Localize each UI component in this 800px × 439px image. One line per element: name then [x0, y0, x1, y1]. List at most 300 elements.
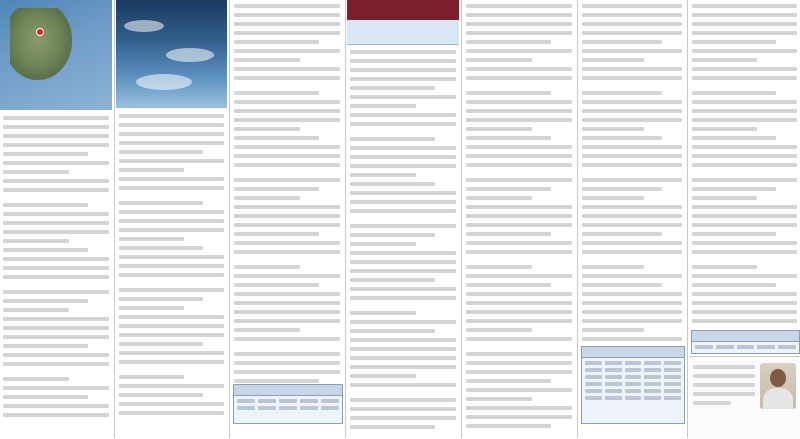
text-line-placeholder	[582, 301, 682, 305]
text-line-placeholder	[3, 344, 88, 348]
text-line-placeholder	[692, 67, 797, 71]
text-line-placeholder	[582, 145, 682, 149]
text-line-placeholder	[350, 365, 456, 369]
answer-key-cell	[625, 396, 642, 400]
text-line-placeholder	[350, 191, 456, 195]
answer-key-cell	[644, 382, 661, 386]
answer-key-cell	[585, 361, 602, 365]
column-divider	[461, 0, 462, 438]
answer-key-cell	[605, 389, 622, 393]
text-line-placeholder	[234, 379, 319, 383]
text-line-placeholder	[582, 214, 682, 218]
text-line-placeholder	[692, 145, 797, 149]
text-line-placeholder	[692, 196, 757, 200]
text-line-placeholder	[582, 265, 644, 269]
text-line-placeholder	[234, 118, 340, 122]
text-line-placeholder	[466, 67, 572, 71]
text-line-placeholder	[582, 22, 682, 26]
answer-key-cell	[664, 389, 681, 393]
text-line-placeholder	[692, 100, 797, 104]
answer-key-cell	[300, 399, 318, 403]
answer-key-cell	[605, 396, 622, 400]
answer-key-cell	[664, 375, 681, 379]
text-line-placeholder	[234, 163, 340, 167]
text-line-placeholder	[350, 347, 456, 351]
author-line-placeholder	[693, 383, 755, 387]
text-line-placeholder	[234, 223, 340, 227]
text-line-placeholder	[466, 118, 572, 122]
answer-key-cell	[625, 368, 642, 372]
text-line-placeholder	[350, 59, 456, 63]
text-column-1	[0, 0, 112, 438]
answer-key-cell	[585, 368, 602, 372]
answer-key-table-1	[233, 384, 343, 424]
text-line-placeholder	[3, 317, 109, 321]
text-line-placeholder	[350, 146, 456, 150]
text-line-placeholder	[466, 397, 532, 401]
text-line-placeholder	[350, 113, 456, 117]
text-line-placeholder	[350, 233, 435, 237]
text-line-placeholder	[234, 292, 340, 296]
text-line-placeholder	[692, 214, 797, 218]
text-line-placeholder	[692, 163, 797, 167]
text-line-placeholder	[582, 328, 644, 332]
text-line-placeholder	[119, 255, 224, 259]
text-line-placeholder	[692, 241, 797, 245]
text-line-placeholder	[692, 292, 797, 296]
text-line-placeholder	[466, 301, 572, 305]
text-line-placeholder	[350, 338, 456, 342]
text-line-placeholder	[119, 141, 224, 145]
text-line-placeholder	[350, 182, 435, 186]
text-column-3	[231, 0, 343, 438]
text-line-placeholder	[582, 310, 682, 314]
text-line-placeholder	[3, 170, 69, 174]
text-line-placeholder	[119, 150, 203, 154]
answer-key-cell	[300, 406, 318, 410]
text-line-placeholder	[350, 104, 416, 108]
answer-key-cell	[321, 399, 339, 403]
answer-key-cell	[664, 382, 681, 386]
text-line-placeholder	[119, 411, 224, 415]
text-line-placeholder	[234, 100, 340, 104]
text-line-placeholder	[350, 137, 435, 141]
text-line-placeholder	[119, 186, 224, 190]
answer-key-cell	[644, 375, 661, 379]
text-column-4	[347, 0, 459, 438]
text-line-placeholder	[3, 161, 109, 165]
text-line-placeholder	[582, 196, 644, 200]
answer-key-grid	[582, 358, 684, 403]
text-line-placeholder	[466, 361, 572, 365]
text-line-placeholder	[3, 395, 88, 399]
text-line-placeholder	[119, 219, 224, 223]
text-line-placeholder	[582, 292, 682, 296]
text-line-placeholder	[119, 333, 224, 337]
text-line-placeholder	[466, 100, 572, 104]
answer-key-cell	[625, 361, 642, 365]
text-line-placeholder	[692, 118, 797, 122]
text-line-placeholder	[234, 337, 340, 341]
text-line-placeholder	[119, 306, 184, 310]
text-line-placeholder	[466, 145, 572, 149]
text-line-placeholder	[350, 260, 456, 264]
text-line-placeholder	[582, 40, 662, 44]
text-line-placeholder	[692, 49, 797, 53]
text-line-placeholder	[3, 143, 109, 147]
answer-key-table-3	[691, 330, 800, 354]
text-line-placeholder	[350, 311, 416, 315]
answer-key-cell	[644, 368, 661, 372]
text-line-placeholder	[3, 230, 109, 234]
author-line-placeholder	[693, 401, 731, 405]
author-line-placeholder	[693, 365, 755, 369]
text-line-placeholder	[350, 242, 416, 246]
text-line-placeholder	[466, 58, 532, 62]
text-line-placeholder	[350, 86, 435, 90]
answer-key-cell	[695, 345, 713, 349]
text-line-placeholder	[466, 40, 551, 44]
text-line-placeholder	[692, 154, 797, 158]
answer-key-cell	[585, 382, 602, 386]
text-line-placeholder	[692, 40, 776, 44]
text-line-placeholder	[350, 320, 456, 324]
text-line-placeholder	[692, 274, 797, 278]
text-line-placeholder	[350, 329, 435, 333]
text-line-placeholder	[350, 269, 456, 273]
text-line-placeholder	[119, 273, 224, 277]
text-line-placeholder	[466, 22, 572, 26]
text-line-placeholder	[582, 250, 682, 254]
text-line-placeholder	[466, 310, 572, 314]
text-line-placeholder	[234, 370, 340, 374]
text-line-placeholder	[234, 40, 319, 44]
text-line-placeholder	[3, 221, 109, 225]
text-line-placeholder	[466, 352, 572, 356]
text-line-placeholder	[350, 224, 456, 228]
text-line-placeholder	[692, 4, 797, 8]
text-line-placeholder	[466, 337, 572, 341]
text-line-placeholder	[692, 223, 797, 227]
author-details	[693, 365, 755, 410]
text-line-placeholder	[582, 49, 682, 53]
text-line-placeholder	[582, 241, 682, 245]
text-line-placeholder	[466, 136, 551, 140]
text-line-placeholder	[3, 116, 109, 120]
text-line-placeholder	[466, 196, 532, 200]
text-line-placeholder	[466, 49, 572, 53]
text-line-placeholder	[234, 241, 340, 245]
text-line-placeholder	[234, 4, 340, 8]
text-line-placeholder	[582, 58, 644, 62]
column-7-lines	[692, 4, 797, 328]
answer-key-cell	[258, 399, 276, 403]
answer-key-cell	[757, 345, 775, 349]
text-line-placeholder	[234, 265, 300, 269]
text-line-placeholder	[466, 76, 572, 80]
text-line-placeholder	[3, 377, 69, 381]
text-line-placeholder	[350, 383, 456, 387]
text-line-placeholder	[234, 109, 340, 113]
text-line-placeholder	[3, 275, 109, 279]
text-line-placeholder	[234, 178, 340, 182]
text-line-placeholder	[3, 326, 109, 330]
text-line-placeholder	[692, 58, 757, 62]
text-line-placeholder	[119, 159, 224, 163]
text-line-placeholder	[582, 100, 682, 104]
text-line-placeholder	[466, 223, 572, 227]
text-line-placeholder	[692, 250, 797, 254]
text-line-placeholder	[234, 352, 340, 356]
text-line-placeholder	[582, 163, 682, 167]
text-line-placeholder	[692, 91, 776, 95]
text-line-placeholder	[119, 168, 184, 172]
text-line-placeholder	[119, 360, 224, 364]
text-line-placeholder	[234, 22, 340, 26]
text-line-placeholder	[350, 164, 456, 168]
text-line-placeholder	[466, 241, 572, 245]
text-line-placeholder	[3, 404, 109, 408]
text-line-placeholder	[3, 203, 88, 207]
text-line-placeholder	[692, 205, 797, 209]
text-line-placeholder	[582, 205, 682, 209]
answer-key-header	[692, 331, 799, 342]
text-line-placeholder	[582, 67, 682, 71]
text-line-placeholder	[582, 136, 662, 140]
answer-key-cell	[585, 375, 602, 379]
text-line-placeholder	[350, 95, 456, 99]
text-line-placeholder	[3, 212, 109, 216]
text-line-placeholder	[234, 187, 319, 191]
text-line-placeholder	[466, 274, 572, 278]
text-line-placeholder	[582, 76, 682, 80]
text-line-placeholder	[350, 209, 456, 213]
author-line-placeholder	[693, 392, 755, 396]
column-divider	[577, 0, 578, 438]
column-3-lines	[234, 4, 340, 388]
answer-key-cell	[279, 399, 297, 403]
text-column-5	[463, 0, 575, 438]
answer-key-cell	[585, 396, 602, 400]
answer-key-table-2	[581, 346, 685, 424]
text-line-placeholder	[692, 232, 776, 236]
text-line-placeholder	[3, 257, 109, 261]
text-line-placeholder	[466, 265, 532, 269]
text-line-placeholder	[466, 214, 572, 218]
column-divider	[229, 0, 230, 438]
text-line-placeholder	[582, 31, 682, 35]
text-line-placeholder	[692, 136, 776, 140]
text-line-placeholder	[350, 173, 416, 177]
text-line-placeholder	[582, 274, 682, 278]
answer-key-cell	[664, 368, 681, 372]
text-line-placeholder	[582, 154, 682, 158]
answer-key-cell	[716, 345, 734, 349]
text-line-placeholder	[350, 425, 435, 429]
text-line-placeholder	[119, 114, 224, 118]
text-line-placeholder	[3, 335, 109, 339]
text-line-placeholder	[234, 67, 340, 71]
text-line-placeholder	[119, 288, 224, 292]
text-line-placeholder	[234, 196, 300, 200]
answer-key-cell	[237, 406, 255, 410]
text-line-placeholder	[692, 310, 797, 314]
text-line-placeholder	[119, 402, 224, 406]
text-line-placeholder	[692, 301, 797, 305]
text-line-placeholder	[350, 356, 456, 360]
text-line-placeholder	[3, 125, 109, 129]
text-line-placeholder	[692, 265, 757, 269]
text-line-placeholder	[119, 315, 224, 319]
text-line-placeholder	[3, 299, 88, 303]
text-line-placeholder	[234, 328, 300, 332]
column-2-lines	[119, 114, 224, 420]
answer-key-cell	[605, 382, 622, 386]
text-line-placeholder	[234, 361, 340, 365]
text-line-placeholder	[119, 210, 224, 214]
text-line-placeholder	[350, 122, 456, 126]
text-line-placeholder	[582, 223, 682, 227]
text-line-placeholder	[466, 31, 572, 35]
answer-key-cell	[664, 361, 681, 365]
text-column-2	[116, 0, 227, 438]
author-line-placeholder	[693, 374, 755, 378]
answer-key-cell	[625, 389, 642, 393]
text-line-placeholder	[119, 201, 203, 205]
text-line-placeholder	[582, 109, 682, 113]
column-6-lines	[582, 4, 682, 352]
text-line-placeholder	[466, 319, 572, 323]
text-line-placeholder	[234, 136, 319, 140]
text-line-placeholder	[466, 13, 572, 17]
text-line-placeholder	[234, 250, 340, 254]
text-line-placeholder	[3, 188, 109, 192]
text-line-placeholder	[350, 50, 456, 54]
text-line-placeholder	[466, 292, 572, 296]
text-line-placeholder	[466, 91, 551, 95]
text-line-placeholder	[466, 178, 572, 182]
text-line-placeholder	[692, 76, 797, 80]
text-line-placeholder	[3, 362, 109, 366]
text-line-placeholder	[234, 145, 340, 149]
answer-key-cell	[279, 406, 297, 410]
text-line-placeholder	[350, 155, 456, 159]
text-line-placeholder	[119, 297, 203, 301]
text-line-placeholder	[466, 127, 532, 131]
text-line-placeholder	[350, 398, 456, 402]
text-line-placeholder	[466, 283, 551, 287]
text-line-placeholder	[119, 351, 224, 355]
text-line-placeholder	[234, 49, 340, 53]
column-divider	[114, 0, 115, 438]
text-line-placeholder	[582, 187, 662, 191]
text-line-placeholder	[3, 239, 69, 243]
text-line-placeholder	[466, 406, 572, 410]
text-line-placeholder	[234, 127, 300, 131]
text-line-placeholder	[234, 91, 319, 95]
text-line-placeholder	[350, 296, 456, 300]
text-line-placeholder	[3, 266, 109, 270]
column-divider	[687, 0, 688, 438]
text-line-placeholder	[234, 310, 340, 314]
text-line-placeholder	[582, 319, 682, 323]
text-line-placeholder	[119, 177, 224, 181]
answer-key-cell	[644, 361, 661, 365]
text-line-placeholder	[466, 109, 572, 113]
paragraph-gap	[466, 433, 572, 438]
text-line-placeholder	[466, 187, 551, 191]
answer-key-grid	[692, 342, 799, 352]
text-line-placeholder	[234, 13, 340, 17]
text-line-placeholder	[3, 248, 88, 252]
text-line-placeholder	[234, 319, 340, 323]
text-line-placeholder	[350, 416, 456, 420]
text-line-placeholder	[692, 178, 797, 182]
text-line-placeholder	[582, 178, 682, 182]
text-line-placeholder	[119, 393, 203, 397]
text-line-placeholder	[350, 407, 456, 411]
answer-key-cell	[605, 361, 622, 365]
text-line-placeholder	[350, 374, 416, 378]
text-line-placeholder	[582, 91, 662, 95]
answer-key-cell	[605, 368, 622, 372]
answer-key-cell	[778, 345, 796, 349]
text-line-placeholder	[119, 342, 203, 346]
text-line-placeholder	[3, 179, 109, 183]
text-line-placeholder	[3, 152, 88, 156]
text-line-placeholder	[692, 127, 757, 131]
answer-key-cell	[258, 406, 276, 410]
text-line-placeholder	[234, 274, 340, 278]
text-line-placeholder	[466, 388, 572, 392]
text-line-placeholder	[119, 375, 184, 379]
answer-key-cell	[605, 375, 622, 379]
text-line-placeholder	[466, 415, 572, 419]
answer-key-cell	[625, 375, 642, 379]
text-line-placeholder	[350, 278, 435, 282]
text-line-placeholder	[692, 319, 797, 323]
text-line-placeholder	[119, 228, 224, 232]
text-line-placeholder	[466, 232, 551, 236]
text-line-placeholder	[3, 308, 69, 312]
column-5-lines	[466, 4, 572, 438]
text-line-placeholder	[466, 328, 532, 332]
text-line-placeholder	[234, 58, 300, 62]
text-line-placeholder	[119, 384, 224, 388]
text-line-placeholder	[582, 337, 682, 341]
text-line-placeholder	[466, 154, 572, 158]
text-line-placeholder	[234, 214, 340, 218]
text-line-placeholder	[350, 200, 456, 204]
text-line-placeholder	[466, 379, 551, 383]
text-line-placeholder	[582, 118, 682, 122]
answer-key-cell	[644, 396, 661, 400]
text-line-placeholder	[350, 77, 456, 81]
text-line-placeholder	[692, 283, 776, 287]
text-line-placeholder	[582, 283, 662, 287]
text-line-placeholder	[234, 301, 340, 305]
answer-key-grid	[234, 396, 342, 413]
text-line-placeholder	[234, 31, 340, 35]
text-line-placeholder	[692, 13, 797, 17]
text-line-placeholder	[3, 290, 109, 294]
text-line-placeholder	[350, 68, 456, 72]
text-line-placeholder	[466, 370, 572, 374]
column-4-lines	[350, 50, 456, 434]
text-line-placeholder	[582, 13, 682, 17]
text-line-placeholder	[350, 251, 456, 255]
text-line-placeholder	[692, 22, 797, 26]
